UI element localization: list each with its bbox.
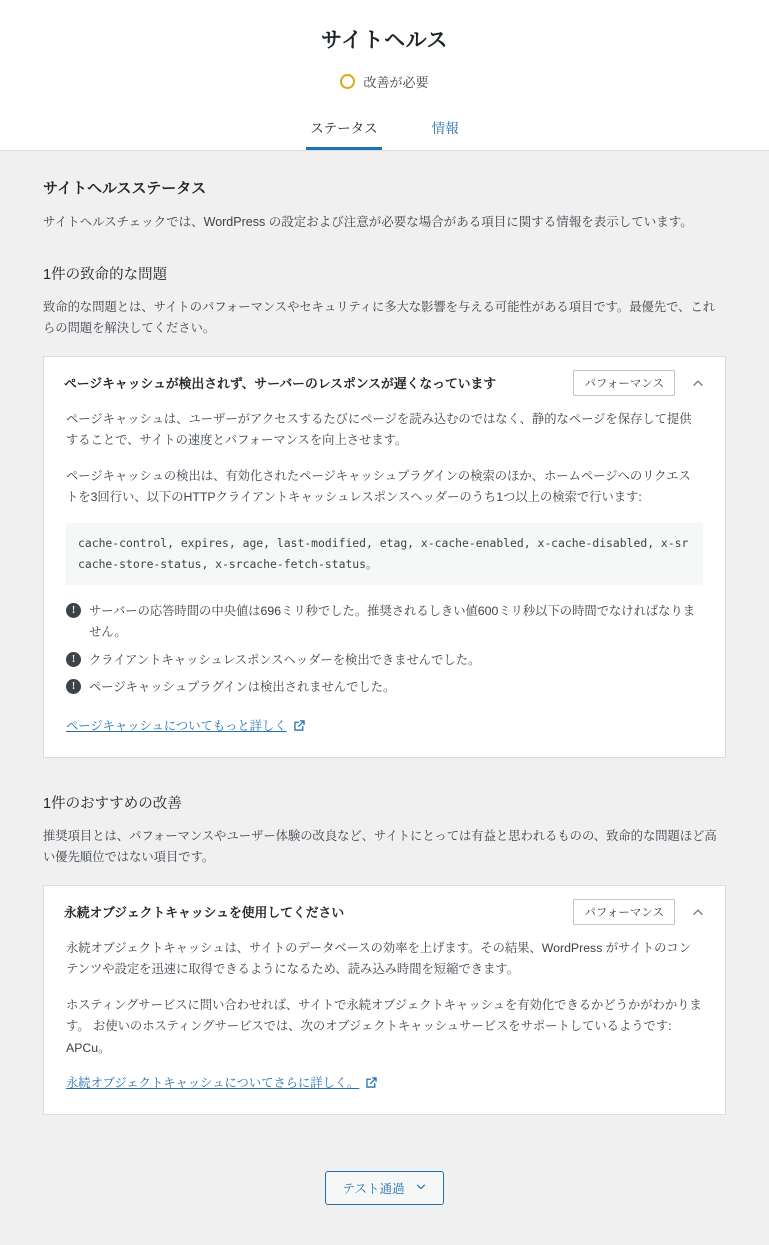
- chevron-up-icon[interactable]: [685, 370, 711, 396]
- accordion-paragraph-2: ホスティングサービスに問い合わせれば、サイトで永続オブジェクトキャッシュを有効化できるかどうかがわかります。 お使いのホスティングサービスでは、次のオブジェクトキャッシュサービスをサポートしているようです: APCu。: [66, 997, 702, 1055]
- passed-tests-label: テスト通過: [342, 1182, 405, 1197]
- link-label: ページキャッシュについてもっと詳しく: [66, 719, 287, 734]
- accordion-page-cache: [43, 356, 726, 759]
- accordion-body: [44, 409, 725, 758]
- overall-status-text: 改善が必要: [363, 75, 429, 90]
- list-item: [66, 650, 703, 671]
- external-link-icon: [293, 719, 306, 732]
- exclamation-icon: !: [66, 603, 81, 618]
- accordion-paragraph-1: ページキャッシュは、ユーザーがアクセスするたびにページを読み込むのではなく、静的なページを保存して提供することで、サイトの速度とパフォーマンスを向上させます。: [66, 411, 692, 448]
- accordion-body: [44, 938, 725, 1115]
- link-label: 永続オブジェクトキャッシュについてさらに詳しく。: [66, 1076, 360, 1091]
- issue-text: ページキャッシュプラグインは検出されませんでした。: [89, 680, 396, 695]
- page-header: [0, 0, 769, 151]
- status-badge: パフォーマンス: [573, 899, 675, 925]
- group-title-critical: 1件の致命的な問題: [43, 267, 168, 284]
- tab-status[interactable]: ステータス: [306, 111, 381, 150]
- issue-text: クライアントキャッシュレスポンスヘッダーを検出できませんでした。: [89, 652, 481, 667]
- tab-bar: [0, 111, 769, 150]
- learn-more-link-page-cache[interactable]: [66, 716, 306, 734]
- accordion-title: ページキャッシュが検出されず、サーバーのレスポンスが遅くなっています: [64, 376, 497, 392]
- external-link-icon: [365, 1076, 378, 1089]
- overall-status: [0, 72, 769, 91]
- passed-tests-toggle[interactable]: [325, 1171, 443, 1205]
- list-item: [66, 677, 703, 698]
- exclamation-icon: !: [66, 652, 81, 667]
- exclamation-icon: !: [66, 679, 81, 694]
- learn-more-link-object-cache[interactable]: [66, 1073, 378, 1091]
- list-item: [66, 601, 703, 643]
- group-description-critical: 致命的な問題とは、サイトのパフォーマンスやセキュリティに多大な影響を与える可能性がある項目です。最優先で、これらの問題を解決してください。: [43, 300, 716, 336]
- footer: [0, 1149, 769, 1245]
- accordion-header[interactable]: [44, 357, 725, 409]
- accordion-paragraph-2: ページキャッシュの検出は、有効化されたページキャッシュプラグインの検索のほか、ホームページへのリクエストを3回行い、以下のHTTPクライアントキャッシュレスポンスヘッダーのうち1つ以上の検索で行います:: [66, 468, 691, 505]
- status-badge: パフォーマンス: [573, 370, 675, 396]
- group-description-recommended: 推奨項目とは、パフォーマンスやユーザー体験の改良など、サイトにとっては有益と思われるものの、致命的な問題ほど高い優先順位ではない項目です。: [43, 829, 717, 865]
- chevron-down-icon: [415, 1181, 427, 1196]
- page-title: サイトヘルス: [321, 29, 448, 52]
- main-content: [0, 151, 769, 1115]
- section-title: サイトヘルスステータス: [43, 180, 207, 197]
- accordion-header[interactable]: [44, 886, 725, 938]
- chevron-up-icon[interactable]: [685, 899, 711, 925]
- section-description: サイトヘルスチェックでは、WordPress の設定および注意が必要な場合がある項目に関する情報を表示しています。: [43, 215, 693, 229]
- issue-text: サーバーの応答時間の中央値は696ミリ秒でした。推奨されるしきい値600ミリ秒以下の時間でなければなりません。: [89, 603, 696, 639]
- accordion-paragraph-1: 永続オブジェクトキャッシュは、サイトのデータベースの効率を上げます。その結果、WordPress がサイトのコンテンツや設定を迅速に取得できるようになるため、読み込み時間を短縮できます。: [66, 940, 691, 977]
- tab-info[interactable]: 情報: [428, 111, 463, 150]
- accordion-object-cache: [43, 885, 726, 1116]
- group-title-recommended: 1件のおすすめの改善: [43, 796, 182, 813]
- circle-outline-warning-icon: [340, 74, 355, 89]
- http-headers-code: cache-control, expires, age, last-modified, etag, x-cache-enabled, x-cache-disabled, x-srcache-store-status, x-srcache-fetch-status。: [66, 523, 703, 585]
- issue-list: [66, 601, 703, 699]
- accordion-title: 永続オブジェクトキャッシュを使用してください: [64, 905, 345, 921]
